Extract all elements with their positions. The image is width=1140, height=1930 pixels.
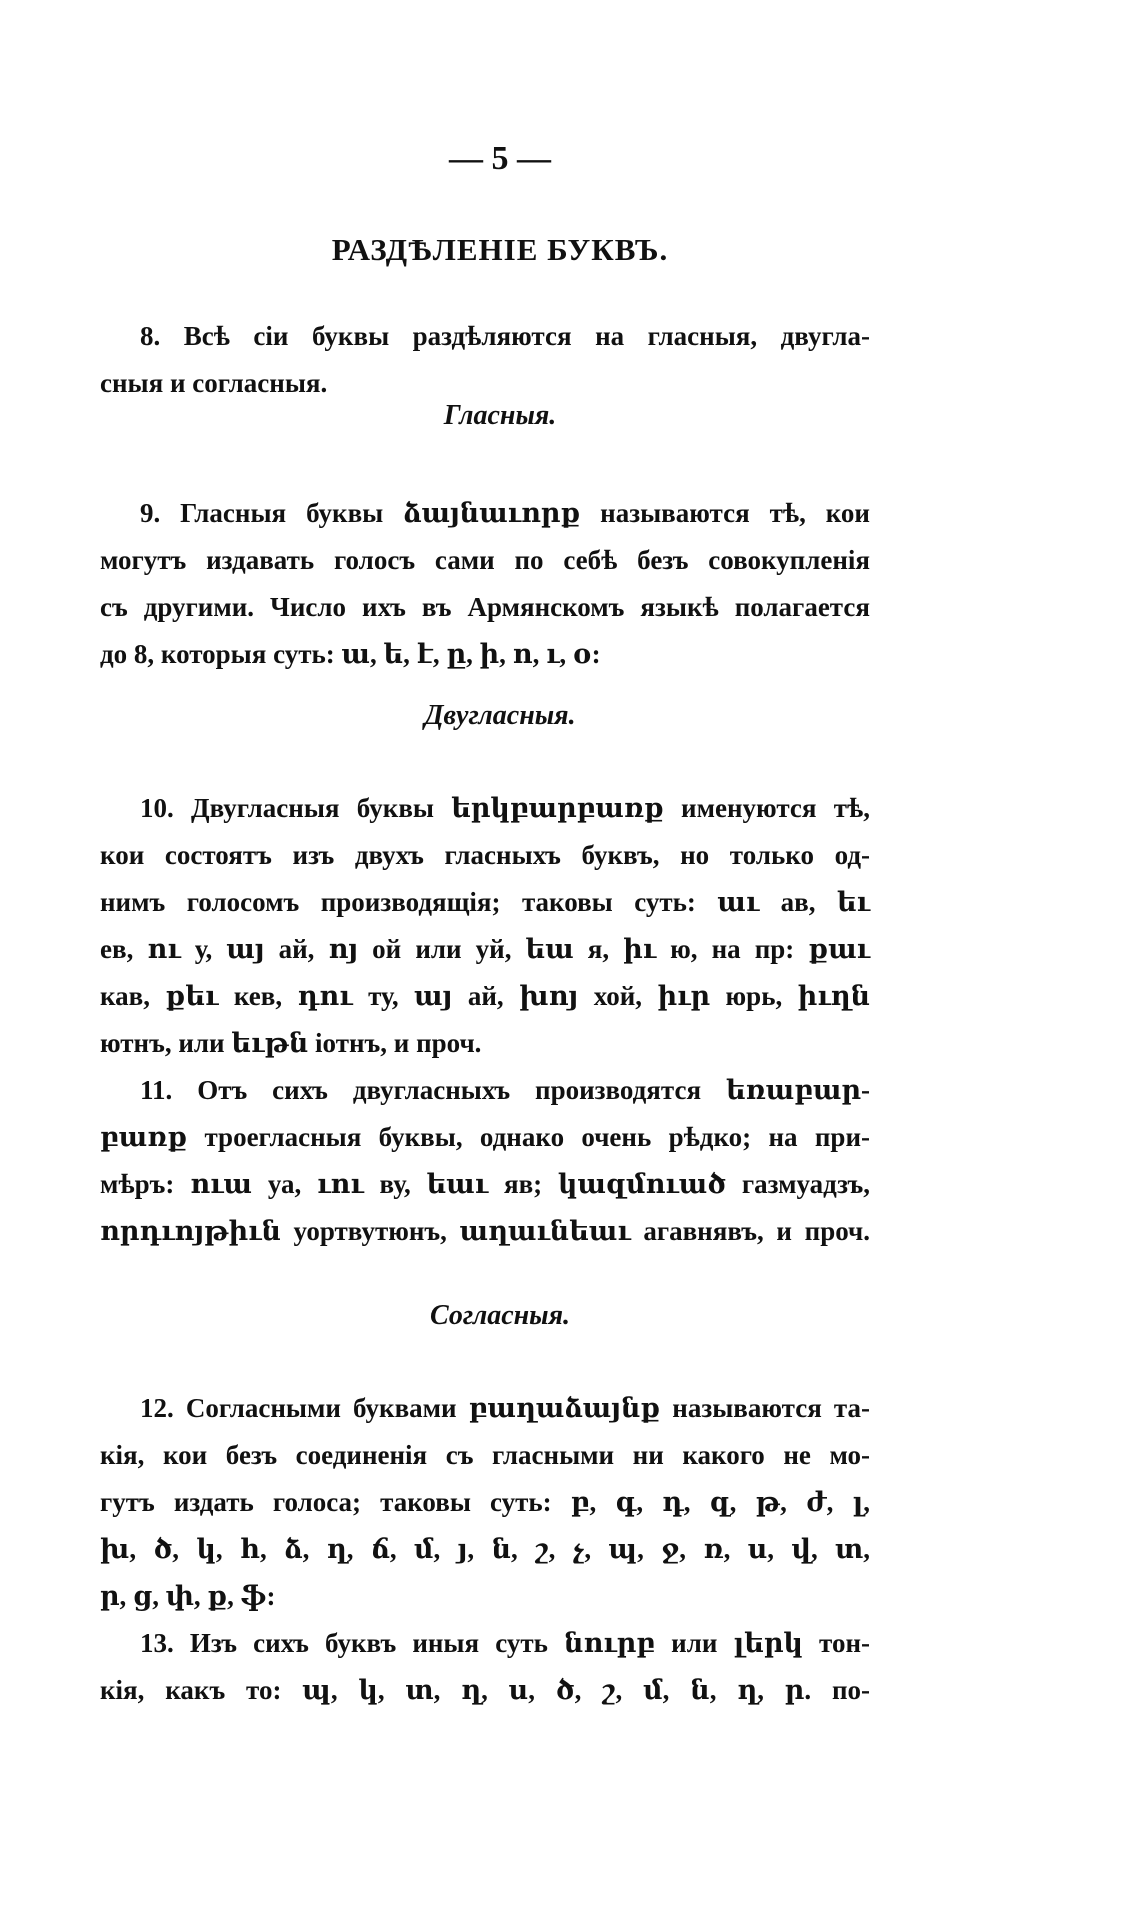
paragraph-9 [100,490,870,678]
paragraph-8 [100,313,870,407]
paragraph-line: բառք троегласныя буквы, однако очень рѣдко; на при- [100,1122,870,1152]
paragraph-line: 11. Отъ сихъ двугласныхъ производятся եռաբար- [140,1075,870,1105]
paragraph-line: мѣръ: ուա уа, ւու ву, եաւ яв; կազմուած газмуадзъ, [100,1169,870,1199]
paragraph-line: ютнъ, или եւթն іотнъ, и проч. [100,1028,482,1058]
page-title: РАЗДѢЛЕНІЕ БУКВЪ. [331,232,669,267]
paragraph-12 [100,1385,870,1620]
paragraph-line: ր, ց, փ, ք, ֆ: [100,1581,276,1611]
paragraph-line: кія, какъ то: պ, կ, տ, ղ, ս, ծ, շ, մ, ն, ղ, ր. по- [100,1675,870,1705]
section-heading-dvuglasnye: Двугласныя. [424,700,576,731]
section-heading-glasnye: Гласныя. [443,400,557,431]
paragraph-line: могутъ издавать голосъ сами по себѣ безъ совокупленія [100,545,870,575]
paragraph-line: 9. Гласныя буквы ձայնաւորք называются тѣ, кои [140,498,870,528]
paragraph-line: сныя и согласныя. [100,368,328,398]
paragraph-line: до 8, которыя суть: ա, ե, է, ը, ի, ո, ւ, օ: [100,639,601,669]
paragraph-line: որդւոյթիւն уортвутюнъ, աղաւնեաւ агавнявъ, и проч. [100,1216,870,1246]
page-number: — 5 — [449,140,551,177]
paragraph-line: кав, քեւ кев, դու ту, այ ай, խոյ хой, իւր юрь, իւղն [100,981,870,1011]
paragraph-10 [100,785,870,1067]
paragraph-11 [100,1067,870,1255]
paragraph-line: խ, ծ, կ, հ, ձ, ղ, ճ, մ, յ, ն, շ, չ, պ, ջ, ռ, ս, վ, տ, [100,1534,870,1564]
section-heading-soglasnye: Согласныя. [429,1300,571,1331]
paragraph-line: нимъ голосомъ производящія; таковы суть: աւ ав, եւ [100,887,870,917]
paragraph-line: 10. Двугласныя буквы երկբարբառք именуются тѣ, [140,793,870,823]
paragraph-line: гутъ издать голоса; таковы суть: բ, գ, դ, զ, թ, ժ, լ, [100,1487,870,1517]
paragraph-line: 12. Согласными буквами բաղաձայնք называются та- [140,1393,870,1423]
paragraph-line: съ другими. Число ихъ въ Армянскомъ языкѣ полагается [100,592,870,622]
paragraph-line: кія, кои безъ соединенія съ гласными ни какого не мо- [100,1440,870,1470]
paragraph-line: 13. Изъ сихъ буквъ иныя суть նուրբ или լերկ тон- [140,1628,870,1658]
paragraph-line: ев, ու у, այ ай, ոյ ой или уй, եա я, իւ ю, на пр: քաւ [100,934,870,964]
paragraph-13 [100,1620,870,1714]
paragraph-line: кои состоятъ изъ двухъ гласныхъ буквъ, но только од- [100,840,870,870]
paragraph-line: 8. Всѣ сіи буквы раздѣляются на гласныя, двугла- [140,321,870,351]
